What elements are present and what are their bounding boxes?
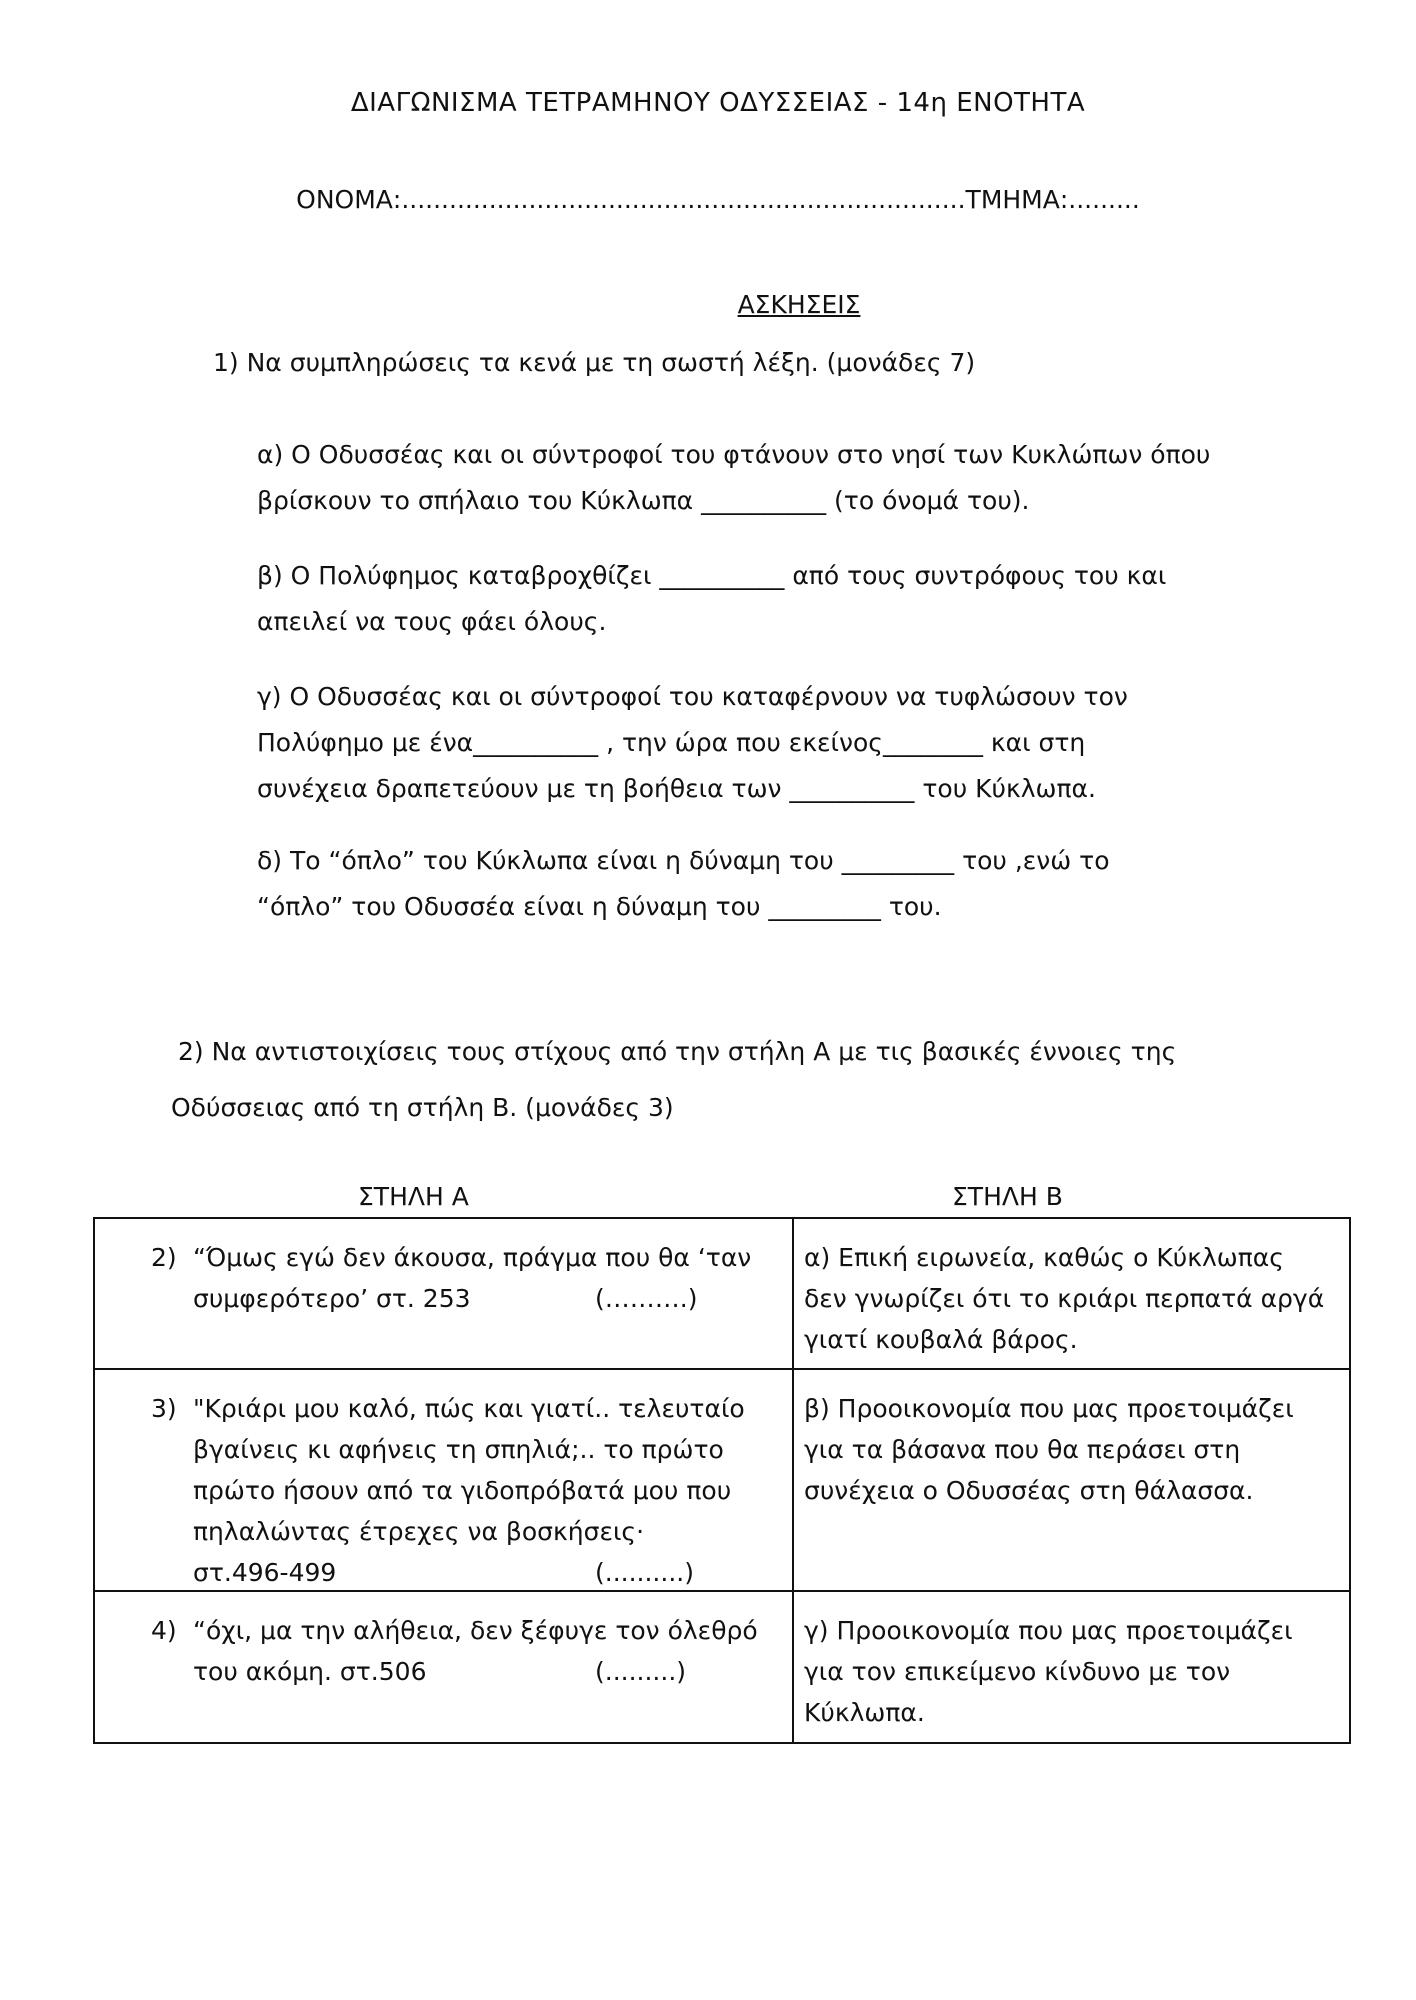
exercise1-prompt: 1) Να συμπληρώσεις τα κενά με τη σωστή λέξη. (μονάδες 7) bbox=[213, 348, 976, 377]
item-line: απειλεί να τους φάει όλους. bbox=[257, 607, 607, 636]
section-heading: ΑΣΚΗΣΕΙΣ bbox=[737, 290, 861, 319]
verse-line: του ακόμη. στ.506 bbox=[193, 1657, 427, 1686]
concept-line: α) Επική ειρωνεία, καθώς ο Κύκλωπας bbox=[804, 1243, 1284, 1272]
matching-table bbox=[93, 1217, 1351, 1744]
item-line: Πολύφημο με ένα__________ , την ώρα που εκείνος________ και στη bbox=[257, 728, 1086, 757]
table-row bbox=[94, 1218, 1350, 1369]
verse-line: συμφερότερο’ στ. 253 bbox=[193, 1284, 471, 1313]
column-a-cell bbox=[94, 1218, 793, 1369]
answer-blank[interactable]: (……….) bbox=[595, 1284, 698, 1313]
table-row bbox=[94, 1591, 1350, 1743]
concept-line: γιατί κουβαλά βάρος. bbox=[804, 1325, 1078, 1354]
item-line: α) Ο Οδυσσέας και οι σύντροφοί του φτάνουν στο νησί των Κυκλώπων όπου bbox=[257, 440, 1211, 469]
concept-line: για τα βάσανα που θα περάσει στη bbox=[804, 1435, 1241, 1464]
column-a-cell bbox=[94, 1591, 793, 1743]
page-title: ΔΙΑΓΩΝΙΣΜΑ ΤΕΤΡΑΜΗΝΟΥ ΟΔΥΣΣΕΙΑΣ - 14η ΕΝΟΤΗΤΑ bbox=[350, 88, 1086, 118]
table-row bbox=[94, 1369, 1350, 1591]
concept-line: Κύκλωπα. bbox=[804, 1698, 925, 1727]
column-a-header: ΣΤΗΛΗ Α bbox=[358, 1182, 469, 1211]
verse-line: πρώτο ήσουν από τα γιδοπρόβατά μου που bbox=[193, 1476, 732, 1505]
exercise1-item-d bbox=[257, 838, 1110, 930]
concept-line: συνέχεια ο Οδυσσέας στη θάλασσα. bbox=[804, 1476, 1254, 1505]
exercise2-prompt-line2: Οδύσσειας από τη στήλη Β. (μονάδες 3) bbox=[171, 1093, 674, 1122]
exercise1-item-a bbox=[257, 432, 1210, 524]
verse-line: “όχι, μα την αλήθεια, δεν ξέφυγε τον όλεθρό bbox=[193, 1616, 758, 1645]
column-b-header: ΣΤΗΛΗ Β bbox=[952, 1182, 1063, 1211]
verse-line: "Κριάρι μου καλό, πώς και γιατί.. τελευταίο bbox=[193, 1394, 745, 1423]
item-line: β) Ο Πολύφημος καταβροχθίζει __________ από τους συντρόφους του και bbox=[257, 561, 1167, 590]
item-line: συνέχεια δραπετεύουν με τη βοήθεια των __________ του Κύκλωπα. bbox=[257, 774, 1096, 803]
answer-blank[interactable]: (..........) bbox=[595, 1558, 694, 1587]
verse-line: πηλαλώντας έτρεχες να βοσκήσεις· bbox=[193, 1517, 645, 1546]
exercise2-prompt-line1: 2) Να αντιστοιχίσεις τους στίχους από την στήλη Α με τις βασικές έννοιες της bbox=[178, 1037, 1177, 1066]
verse-line: βγαίνεις κι αφήνεις τη σπηλιά;.. το πρώτο bbox=[193, 1435, 724, 1464]
exercise1-item-b bbox=[257, 553, 1166, 645]
concept-line: γ) Προοικονομία που μας προετοιμάζει bbox=[804, 1616, 1293, 1645]
row-number: 3) bbox=[151, 1394, 177, 1423]
column-a-cell bbox=[94, 1369, 793, 1591]
verse-line: “Όμως εγώ δεν άκουσα, πράγμα που θα ‘ταν bbox=[193, 1243, 752, 1272]
column-b-cell bbox=[793, 1218, 1350, 1369]
column-b-cell bbox=[793, 1591, 1350, 1743]
concept-line: β) Προοικονομία που μας προετοιμάζει bbox=[804, 1394, 1294, 1423]
concept-line: για τον επικείμενο κίνδυνο με τον bbox=[804, 1657, 1231, 1686]
concept-line: δεν γνωρίζει ότι το κριάρι περπατά αργά bbox=[804, 1284, 1325, 1313]
item-line: δ) Το “όπλο” του Κύκλωπα είναι η δύναμη του _________ του ,ενώ το bbox=[257, 846, 1110, 875]
row-number: 2) bbox=[151, 1243, 177, 1272]
item-line: “όπλο” του Οδυσσέα είναι η δύναμη του _________ του. bbox=[257, 892, 942, 921]
row-number: 4) bbox=[151, 1616, 177, 1645]
answer-blank[interactable]: (.........) bbox=[595, 1657, 687, 1686]
item-line: βρίσκουν το σπήλαιο του Κύκλωπα __________ (το όνομά του). bbox=[257, 486, 1030, 515]
name-class-line: ΟΝΟΜΑ:.......................................................................ΤΜΗΜΑ:......... bbox=[296, 185, 1140, 214]
exercise1-item-c bbox=[257, 674, 1128, 812]
item-line: γ) Ο Οδυσσέας και οι σύντροφοί του καταφέρνουν να τυφλώσουν τον bbox=[257, 682, 1128, 711]
verse-line: στ.496-499 bbox=[193, 1558, 337, 1587]
column-b-cell bbox=[793, 1369, 1350, 1591]
